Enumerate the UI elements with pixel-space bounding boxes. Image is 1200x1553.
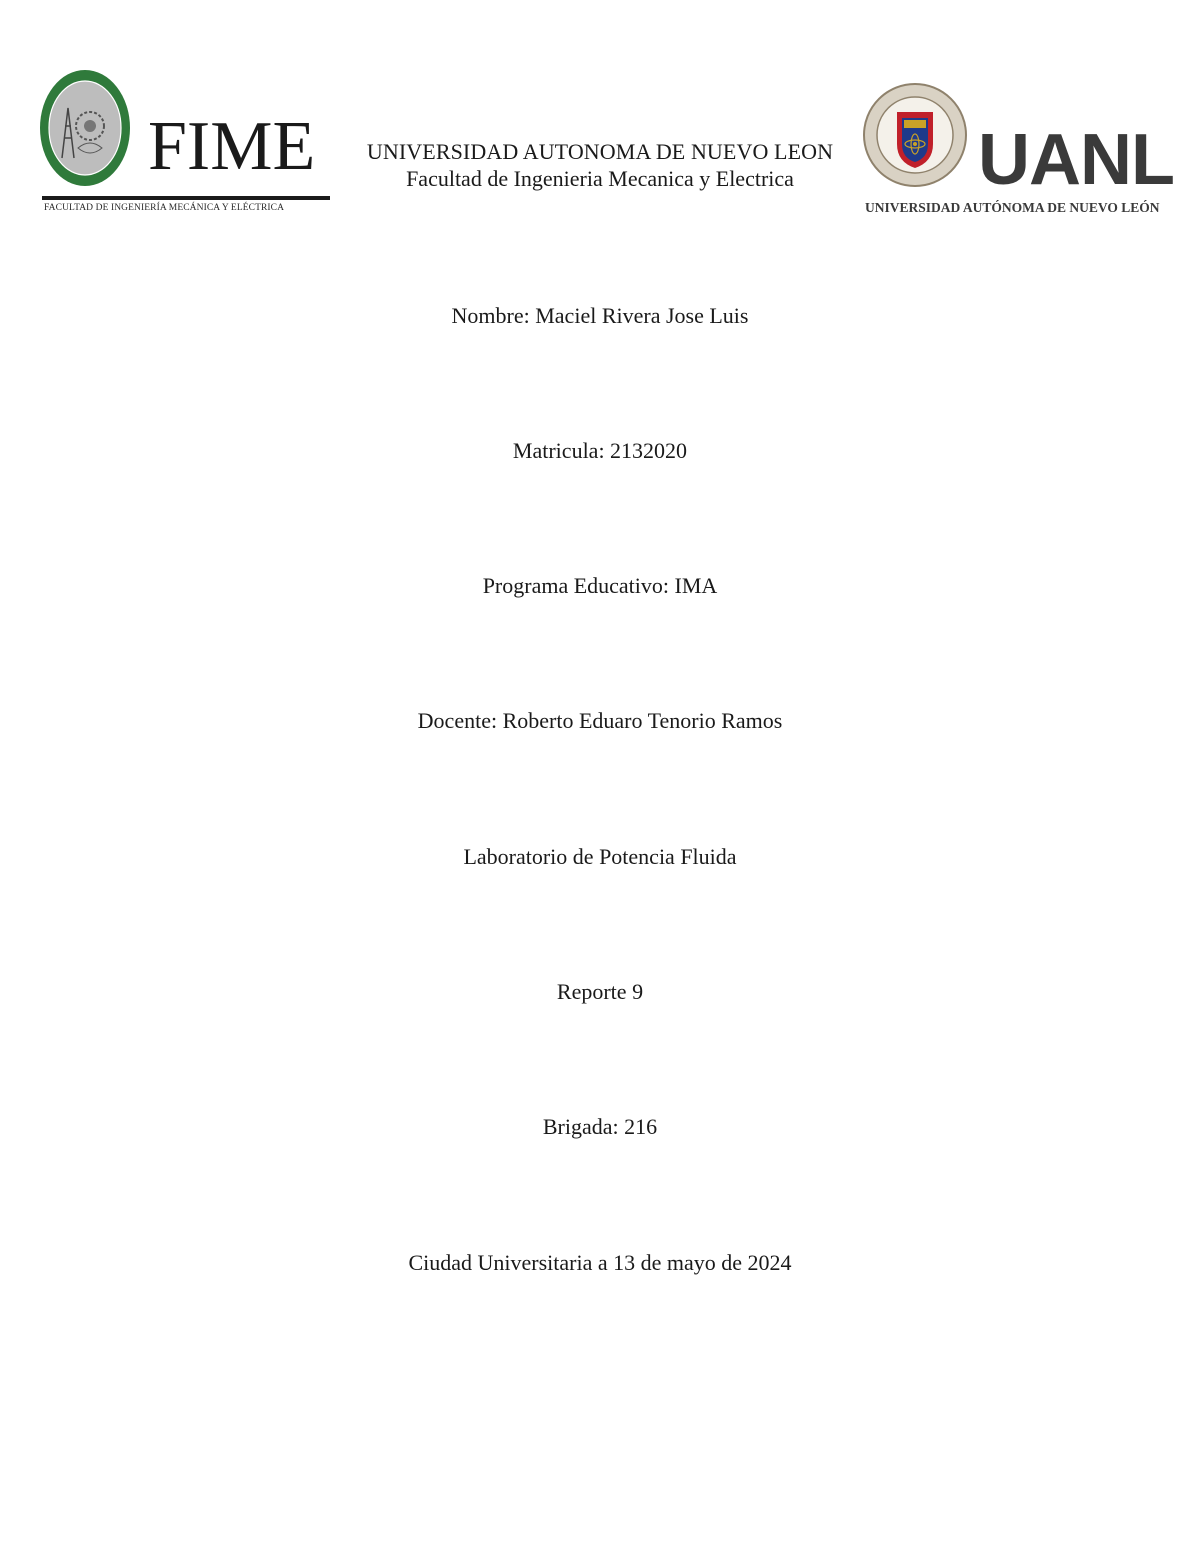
uanl-seal-icon: [862, 82, 968, 188]
place-and-date: Ciudad Universitaria a 13 de mayo de 2024: [408, 1250, 792, 1275]
fime-divider: [42, 196, 330, 200]
fime-wordmark: FIME: [148, 108, 316, 185]
uanl-wordmark: UANL: [978, 120, 1174, 200]
uanl-caption: UNIVERSIDAD AUTÓNOMA DE NUEVO LEÓN: [865, 200, 1160, 215]
university-name: UNIVERSIDAD AUTONOMA DE NUEVO LEON: [366, 139, 834, 164]
brigade: Brigada: 216: [542, 1114, 658, 1139]
student-id: Matricula: 2132020: [512, 438, 688, 463]
uanl-logo: [862, 82, 1172, 222]
program: Programa Educativo: IMA: [482, 573, 718, 598]
course: Laboratorio de Potencia Fluida: [463, 844, 737, 869]
teacher: Docente: Roberto Eduaro Tenorio Ramos: [417, 708, 783, 733]
fime-caption: FACULTAD DE INGENIERÍA MECÁNICA Y ELÉCTRICA: [44, 203, 285, 213]
header-title-block: [340, 138, 860, 192]
student-name: Nombre: Maciel Rivera Jose Luis: [451, 303, 749, 328]
fime-seal-icon: [38, 68, 132, 192]
fime-logo: [38, 68, 334, 218]
faculty-name: Facultad de Ingenieria Mecanica y Electrica: [406, 166, 794, 191]
report-number: Reporte 9: [556, 979, 644, 1004]
